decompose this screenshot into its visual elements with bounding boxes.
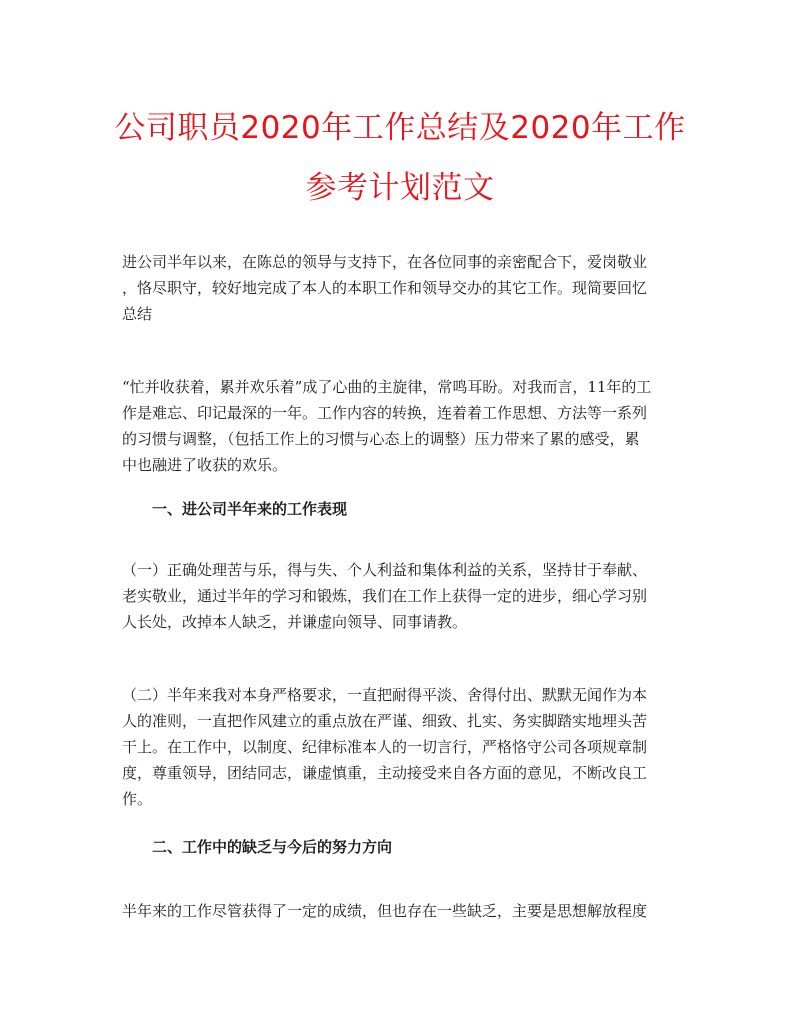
paragraph-line: “忙并收获着，累并欢乐着”成了心曲的主旋律，常鸣耳盼。对我而言，11年的工 <box>122 378 652 396</box>
paragraph-point-2 <box>122 682 682 812</box>
paragraph-closing <box>122 898 682 924</box>
paragraph-line: 总结 <box>122 305 153 323</box>
paragraph-line: ，恪尽职守，较好地完成了本人的本职工作和领导交办的其它工作。现简要回忆 <box>122 279 648 297</box>
paragraph-line: 作是难忘、印记最深的一年。工作内容的转换，连着着工作思想、方法等一系列 <box>122 404 648 422</box>
paragraph-line: 作。 <box>122 790 153 808</box>
paragraph-line: 干上。在工作中，以制度、纪律标准本人的一切言行，严格恪守公司各项规章制 <box>122 738 648 756</box>
paragraph-line: 老实敬业，通过半年的学习和锻炼，我们在工作上获得一定的进步，细心学习别 <box>122 587 648 605</box>
paragraph-line: 人的准则，一直把作风建立的重点放在严谨、细致、扎实、务实脚踏实地埋头苦 <box>122 712 648 730</box>
document-title-line-1: 公司职员2020年工作总结及2020年工作 <box>114 110 686 146</box>
paragraph-line: 进公司半年以来，在陈总的领导与支持下，在各位同事的亲密配合下，爱岗敬业 <box>122 253 648 271</box>
paragraph-line: 度，尊重领导，团结同志，谦虚慎重，主动接受来自各方面的意见，不断改良工 <box>122 764 648 782</box>
section-heading-1: 一、进公司半年来的工作表现 <box>152 500 348 518</box>
section-heading-2: 二、工作中的缺乏与今后的努力方向 <box>152 838 393 856</box>
paragraph-line: （一）正确处理苦与乐，得与失、个人利益和集体利益的关系，坚持甘于奉献、 <box>122 561 648 579</box>
paragraph-line: 的习惯与调整，（包括工作上的习惯与心态上的调整）压力带来了累的感受，累 <box>122 430 640 448</box>
document-title-line-2: 参考计划范文 <box>305 170 495 206</box>
paragraph-point-1 <box>122 557 682 635</box>
paragraph-line: （二）半年来我对本身严格要求，一直把耐得平淡、舍得付出、默默无闻作为本 <box>122 686 648 704</box>
paragraph-intro <box>122 249 682 327</box>
paragraph-line: 中也融进了收获的欢乐。 <box>122 456 288 474</box>
paragraph-line: 人长处，改掉本人缺乏，并谦虚向领导、同事请教。 <box>122 613 468 631</box>
paragraph-motto <box>122 374 682 478</box>
paragraph-line: 半年来的工作尽管获得了一定的成绩，但也存在一些缺乏，主要是思想解放程度 <box>122 902 648 920</box>
